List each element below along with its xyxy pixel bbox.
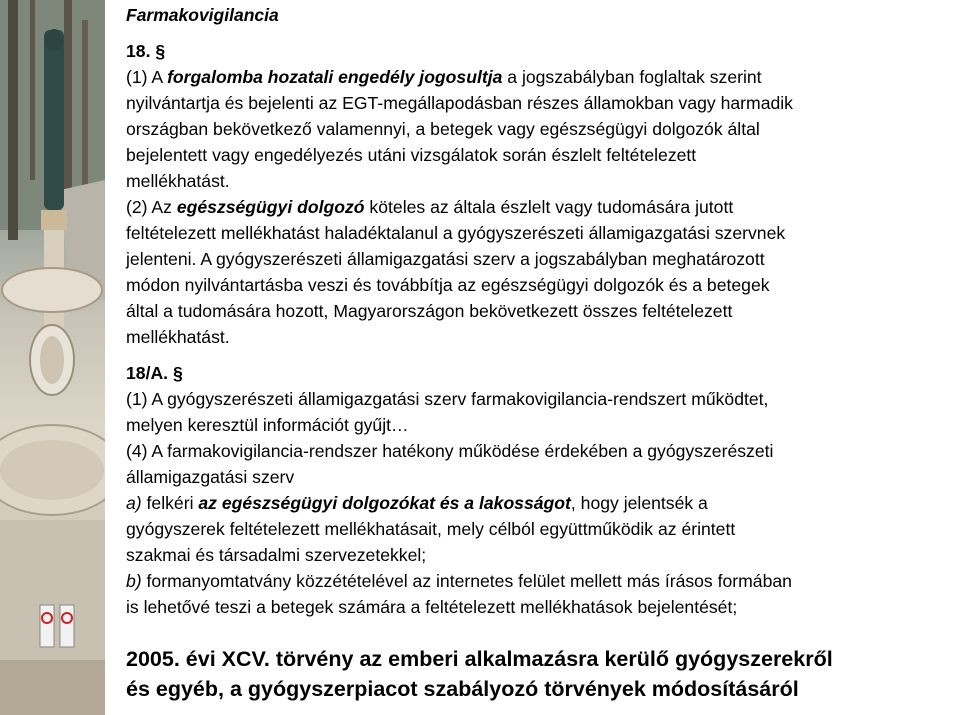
s18-p2-line2: feltételezett mellékhatást haladéktalanul a gyógyszerészeti államigazgatási szervnek <box>126 223 786 243</box>
s18a-a-line2: gyógyszerek feltételezett mellékhatásait, mely célból együttműködik az érintett <box>126 519 736 539</box>
law-title-line1: 2005. évi XCV. törvény az emberi alkalmazásra kerülő gyógyszerekről <box>126 647 833 671</box>
s18-p2-line4: módon nyilvántartásba veszi és továbbítja az egészségügyi dolgozók és a betegek <box>126 275 770 295</box>
s18-p1-line2: nyilvántartja és bejelenti az EGT-megállapodásban részes államokban vagy harmadik <box>126 93 793 113</box>
s18-p1-emphasis: forgalomba hozatali engedély jogosultja <box>167 67 503 87</box>
s18-p1-line3: országban bekövetkező valamennyi, a betegek vagy egészségügyi dolgozók által <box>126 119 760 139</box>
s18a-p1-line1: (1) A gyógyszerészeti államigazgatási szerv farmakovigilancia-rendszert működtet, <box>126 389 769 409</box>
slide-title: Farmakovigilancia <box>126 5 279 25</box>
law-title-line2: és egyéb, a gyógyszerpiacot szabályozó törvények módosításáról <box>126 677 799 701</box>
s18-p2-line3: jelenteni. A gyógyszerészeti államigazgatási szerv a jogszabályban meghatározott <box>126 249 765 269</box>
slide-text <box>126 2 956 704</box>
s18a-p4-line1: (4) A farmakovigilancia-rendszer hatékony működése érdekében a gyógyszerészeti <box>126 441 774 461</box>
s18a-p4-line2: államigazgatási szerv <box>126 467 295 487</box>
s18-p1-line4: bejelentett vagy engedélyezés utáni vizsgálatok során észlelt feltételezett <box>126 145 697 165</box>
s18-p1-line1: (1) A forgalomba hozatali engedély jogosultja a jogszabályban foglaltak szerint <box>126 67 762 87</box>
s18-p2-line6: mellékhatást. <box>126 327 230 347</box>
s18a-b-line1: b) formanyomtatvány közzétételével az internetes felület mellett más írásos formában <box>126 571 792 591</box>
s18-p2-line1: (2) Az egészségügyi dolgozó köteles az általa észlelt vagy tudomására jutott <box>126 197 734 217</box>
s18a-p1-line2: melyen keresztül információt gyűjt… <box>126 415 409 435</box>
section-18-heading: 18. § <box>126 41 166 61</box>
s18a-a-line1: a) felkéri az egészségügyi dolgozókat és a lakosságot, hogy jelentsék a <box>126 493 708 513</box>
section-18a-heading: 18/A. § <box>126 363 183 383</box>
s18-p2-emphasis: egészségügyi dolgozó <box>176 197 365 217</box>
decorative-fountain-photo <box>0 0 105 715</box>
s18a-b-line2: is lehetővé teszi a betegek számára a feltételezett mellékhatások bejelentését; <box>126 597 738 617</box>
s18a-a-line3: szakmai és társadalmi szervezetekkel; <box>126 545 427 565</box>
s18a-a-emphasis: az egészségügyi dolgozókat és a lakosságot <box>198 493 571 513</box>
s18-p2-line5: által a tudomására hozott, Magyarországon bekövetkezett összes feltételezett <box>126 301 733 321</box>
item-a-label: a) <box>126 493 142 513</box>
item-b-label: b) <box>126 571 142 591</box>
s18-p1-line5: mellékhatást. <box>126 171 230 191</box>
